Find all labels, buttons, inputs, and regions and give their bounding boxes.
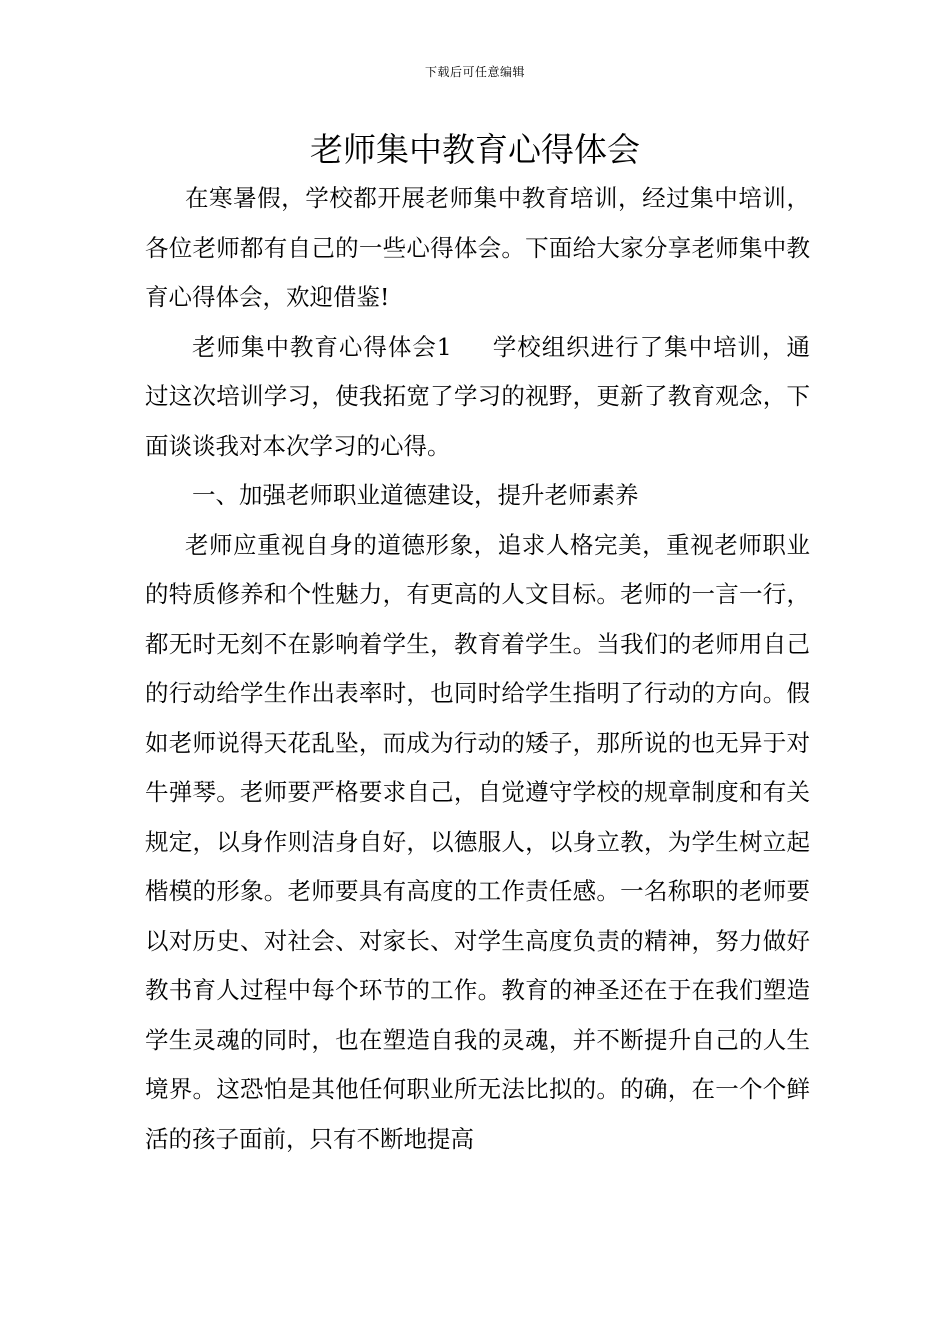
section-1-label: 老师集中教育心得体会1 [192,332,452,361]
intro-paragraph: 在寒暑假，学校都开展老师集中教育培训，经过集中培训，各位老师都有自己的一些心得体会。下面给大家分享老师集中教育心得体会，欢迎借鉴! [145,184,810,311]
document-title: 老师集中教育心得体会 [310,130,640,169]
section-1-text: 学校组织进行了集中培训，通过这次培训学习，使我拓宽了学习的视野，更新了教育观念，下面谈谈我对本次学习的心得。 [145,332,811,460]
header-note: 下载后可任意编辑 [424,65,525,79]
body-paragraph-1: 老师应重视自身的道德形象，追求人格完美，重视老师职业的特质修养和个性魅力，有更高的人文目标。老师的一言一行，都无时无刻不在影响着学生，教育着学生。当我们的老师用自己的行动给学生作出表率时，也同时给学生指明了行动的方向。假如老师说得天花乱坠，而成为行动的矮子，那所说的也无异于对牛弹琴。老师要严格要求自己，自觉遵守学校的规章制度和有关规定，以身作则洁身自好，以德服人，以身立教，为学生树立起楷模的形象。老师要具有高度的工作责任感。一名称职的老师要以对历史、对社会、对家长、对学生高度负责的精神，努力做好教书育人过程中每个环节的工作。教育的神圣还在于在我们塑造学生灵魂的同时，也在塑造自我的灵魂，并不断提升自己的人生境界。这恐怕是其他任何职业所无法比拟的。的确，在一个个鲜活的孩子面前，只有不断地提高 [145,530,810,1153]
section-heading-1: 一、加强老师职业道德建设，提升老师素养 [192,481,639,509]
section-1-paragraph [145,323,810,472]
document-body [145,174,810,1164]
